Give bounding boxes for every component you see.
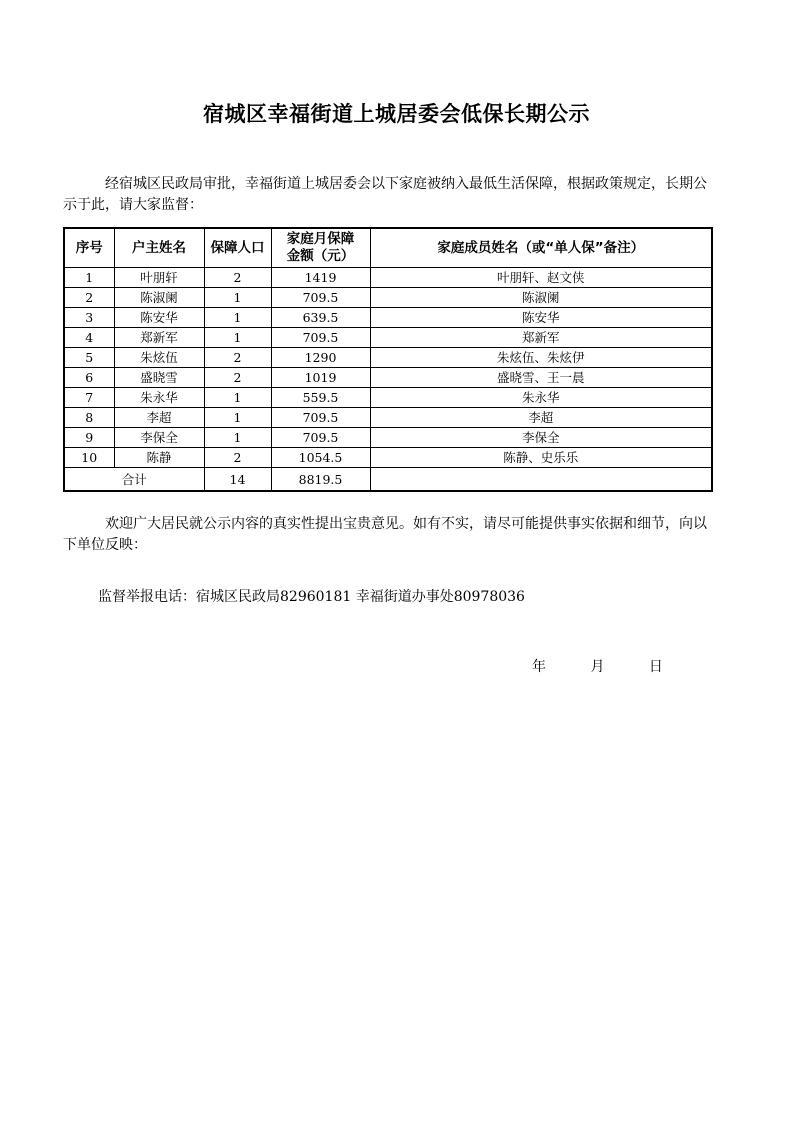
cell-index: 7 bbox=[64, 388, 114, 408]
header-members: 家庭成员姓名（或“单人保”备注） bbox=[370, 228, 712, 268]
cell-count: 1 bbox=[204, 428, 271, 448]
total-members-empty bbox=[370, 468, 712, 492]
cell-members: 郑新军 bbox=[370, 328, 712, 348]
date-month: 月 bbox=[590, 659, 605, 675]
table-row bbox=[64, 328, 712, 348]
cell-amount: 709.5 bbox=[271, 288, 370, 308]
cell-name: 朱永华 bbox=[114, 388, 204, 408]
header-amount bbox=[271, 228, 370, 268]
cell-amount: 1419 bbox=[271, 268, 370, 288]
cell-members: 李保全 bbox=[370, 428, 712, 448]
cell-index: 6 bbox=[64, 368, 114, 388]
cell-index: 9 bbox=[64, 428, 114, 448]
cell-count: 1 bbox=[204, 408, 271, 428]
cell-index: 10 bbox=[64, 448, 114, 468]
cell-index: 1 bbox=[64, 268, 114, 288]
cell-name: 李超 bbox=[114, 408, 204, 428]
cell-name: 朱炫伍 bbox=[114, 348, 204, 368]
cell-name: 陈安华 bbox=[114, 308, 204, 328]
cell-amount: 639.5 bbox=[271, 308, 370, 328]
cell-index: 5 bbox=[64, 348, 114, 368]
cell-members: 叶朋轩、赵文侠 bbox=[370, 268, 712, 288]
cell-count: 2 bbox=[204, 368, 271, 388]
total-row bbox=[64, 468, 712, 492]
assistance-table bbox=[63, 227, 713, 492]
feedback-paragraph: 欢迎广大居民就公示内容的真实性提出宝贵意见。如有不实，请尽可能提供事实依据和细节，向以下单位反映： bbox=[63, 516, 707, 553]
cell-members: 盛晓雪、王一晨 bbox=[370, 368, 712, 388]
cell-name: 郑新军 bbox=[114, 328, 204, 348]
cell-members: 朱炫伍、朱炫伊 bbox=[370, 348, 712, 368]
intro-paragraph: 经宿城区民政局审批，幸福街道上城居委会以下家庭被纳入最低生活保障，根据政策规定，长期公示于此，请大家监督： bbox=[63, 176, 707, 213]
date-line bbox=[532, 656, 685, 676]
cell-index: 8 bbox=[64, 408, 114, 428]
cell-amount: 709.5 bbox=[271, 428, 370, 448]
header-count: 保障人口 bbox=[204, 228, 271, 268]
total-count: 14 bbox=[204, 468, 271, 492]
table-row bbox=[64, 408, 712, 428]
cell-members: 朱永华 bbox=[370, 388, 712, 408]
table-row bbox=[64, 268, 712, 288]
table-header-row bbox=[64, 228, 712, 268]
header-amount-line2: 金额（元） bbox=[286, 248, 355, 264]
cell-amount: 1019 bbox=[271, 368, 370, 388]
cell-amount: 1054.5 bbox=[271, 448, 370, 468]
cell-count: 2 bbox=[204, 348, 271, 368]
table-row bbox=[64, 308, 712, 328]
cell-count: 1 bbox=[204, 288, 271, 308]
cell-members: 陈静、史乐乐 bbox=[370, 448, 712, 468]
cell-members: 陈安华 bbox=[370, 308, 712, 328]
cell-index: 4 bbox=[64, 328, 114, 348]
cell-amount: 559.5 bbox=[271, 388, 370, 408]
header-amount-line1: 家庭月保障 bbox=[286, 231, 355, 247]
cell-name: 叶朋轩 bbox=[114, 268, 204, 288]
total-amount: 8819.5 bbox=[271, 468, 370, 492]
table-row bbox=[64, 428, 712, 448]
cell-name: 陈静 bbox=[114, 448, 204, 468]
table-row bbox=[64, 288, 712, 308]
cell-members: 李超 bbox=[370, 408, 712, 428]
page-title: 宿城区幸福街道上城居委会低保长期公示 bbox=[203, 101, 590, 126]
cell-index: 3 bbox=[64, 308, 114, 328]
cell-name: 盛晓雪 bbox=[114, 368, 204, 388]
date-day: 日 bbox=[648, 659, 663, 675]
cell-name: 陈淑阑 bbox=[114, 288, 204, 308]
cell-index: 2 bbox=[64, 288, 114, 308]
cell-members: 陈淑阑 bbox=[370, 288, 712, 308]
header-index: 序号 bbox=[64, 228, 114, 268]
cell-count: 2 bbox=[204, 268, 271, 288]
cell-amount: 1290 bbox=[271, 348, 370, 368]
cell-amount: 709.5 bbox=[271, 408, 370, 428]
table-row bbox=[64, 448, 712, 468]
cell-name: 李保全 bbox=[114, 428, 204, 448]
total-label: 合计 bbox=[64, 468, 204, 492]
cell-amount: 709.5 bbox=[271, 328, 370, 348]
header-name: 户主姓名 bbox=[114, 228, 204, 268]
cell-count: 1 bbox=[204, 388, 271, 408]
cell-count: 2 bbox=[204, 448, 271, 468]
contact-line: 监督举报电话：宿城区民政局82960181 幸福街道办事处80978036 bbox=[98, 589, 525, 605]
date-year: 年 bbox=[532, 659, 546, 675]
cell-count: 1 bbox=[204, 308, 271, 328]
table-row bbox=[64, 388, 712, 408]
table-row bbox=[64, 348, 712, 368]
cell-count: 1 bbox=[204, 328, 271, 348]
table-row bbox=[64, 368, 712, 388]
